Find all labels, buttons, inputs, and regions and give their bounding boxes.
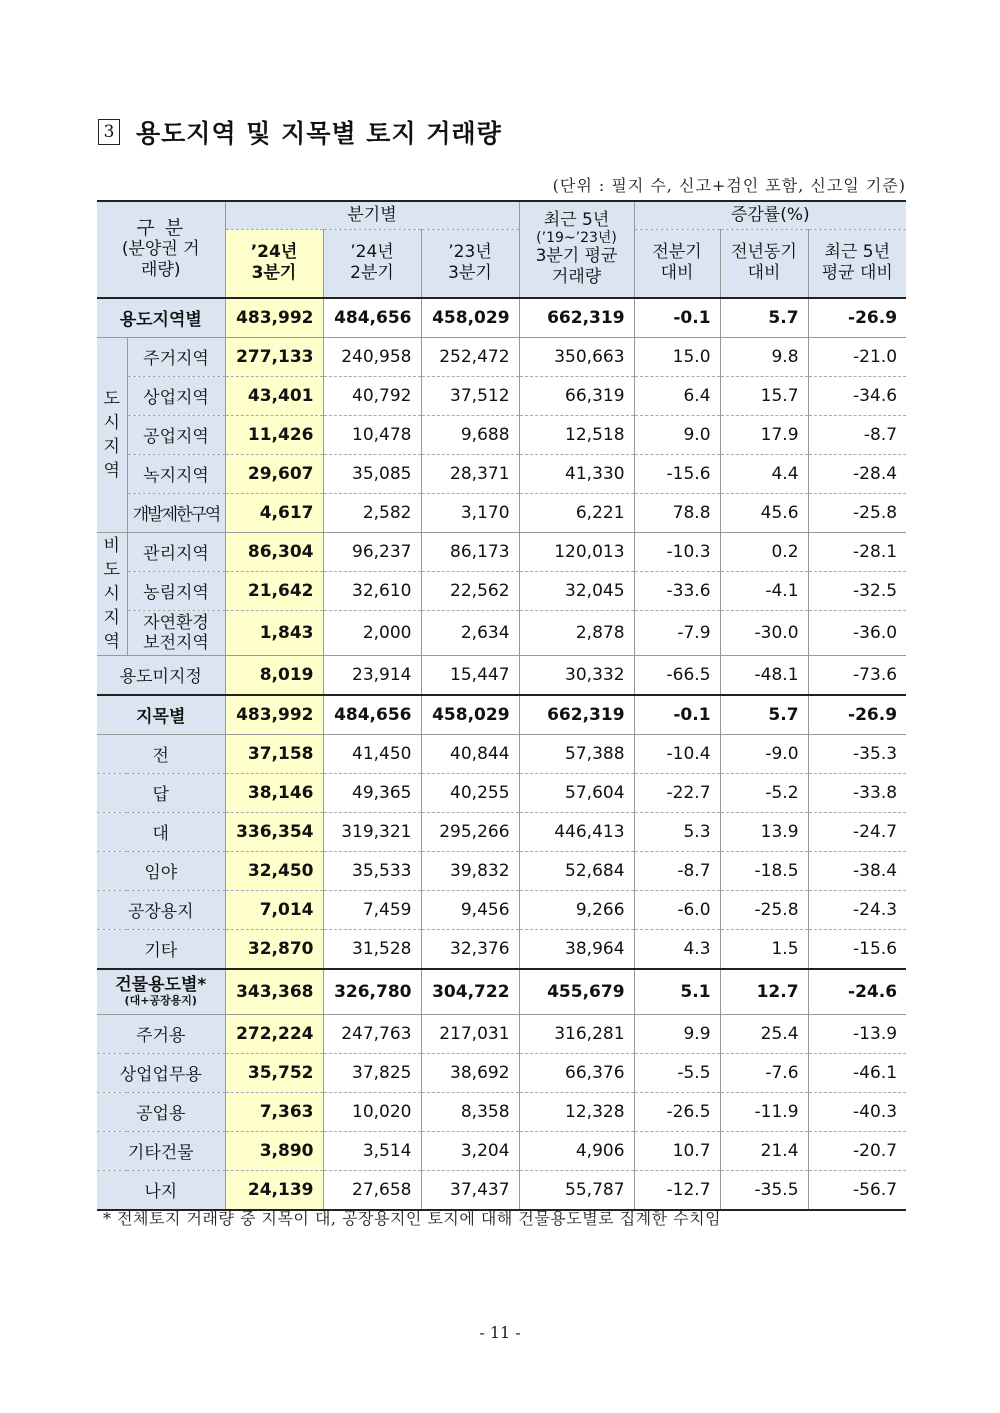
value-5yr-avg: 662,319 xyxy=(519,298,634,338)
row-label: 용도지역별 xyxy=(97,298,225,338)
rate-vs-5yr-avg: -35.3 xyxy=(808,734,906,773)
rate-vs-prev-year: -4.1 xyxy=(720,571,808,610)
table-row xyxy=(97,1014,906,1053)
rate-vs-prev-year: 1.5 xyxy=(720,929,808,969)
rate-vs-prev-quarter: 78.8 xyxy=(634,493,720,532)
table-row xyxy=(97,298,906,338)
rate-vs-prev-quarter: -33.6 xyxy=(634,571,720,610)
value-24q3: 43,401 xyxy=(225,376,323,415)
value-5yr-avg: 52,684 xyxy=(519,851,634,890)
rate-vs-prev-year: 4.4 xyxy=(720,454,808,493)
table-row xyxy=(97,890,906,929)
table-row xyxy=(97,454,906,493)
value-5yr-avg: 66,376 xyxy=(519,1053,634,1092)
value-24q3: 32,870 xyxy=(225,929,323,969)
value-24q3: 7,363 xyxy=(225,1092,323,1131)
value-23q3: 9,688 xyxy=(421,415,519,454)
row-label: 농림지역 xyxy=(127,571,225,610)
table-row xyxy=(97,610,906,655)
header-5yr-avg: 최근 5년 (’19~’23년) 3분기 평균 거래량 xyxy=(519,201,634,298)
rate-vs-5yr-avg: -28.1 xyxy=(808,532,906,571)
rate-vs-5yr-avg: -24.7 xyxy=(808,812,906,851)
rate-vs-prev-year: -7.6 xyxy=(720,1053,808,1092)
value-23q3: 32,376 xyxy=(421,929,519,969)
value-5yr-avg: 38,964 xyxy=(519,929,634,969)
rate-vs-5yr-avg: -32.5 xyxy=(808,571,906,610)
rate-vs-prev-year: 13.9 xyxy=(720,812,808,851)
value-5yr-avg: 446,413 xyxy=(519,812,634,851)
header-23q3: ’23년 3분기 xyxy=(421,230,519,298)
rate-vs-5yr-avg: -8.7 xyxy=(808,415,906,454)
rate-vs-prev-quarter: 4.3 xyxy=(634,929,720,969)
value-5yr-avg: 662,319 xyxy=(519,695,634,735)
rate-vs-prev-year: 17.9 xyxy=(720,415,808,454)
value-24q3: 277,133 xyxy=(225,337,323,376)
value-24q2: 23,914 xyxy=(323,655,421,695)
value-24q2: 247,763 xyxy=(323,1014,421,1053)
rate-vs-prev-quarter: -8.7 xyxy=(634,851,720,890)
value-23q3: 458,029 xyxy=(421,298,519,338)
value-23q3: 458,029 xyxy=(421,695,519,735)
rate-vs-prev-quarter: -10.3 xyxy=(634,532,720,571)
value-5yr-avg: 455,679 xyxy=(519,969,634,1015)
value-24q2: 7,459 xyxy=(323,890,421,929)
rate-vs-prev-year: 21.4 xyxy=(720,1131,808,1170)
value-23q3: 3,170 xyxy=(421,493,519,532)
value-23q3: 3,204 xyxy=(421,1131,519,1170)
value-23q3: 15,447 xyxy=(421,655,519,695)
rate-vs-prev-quarter: -12.7 xyxy=(634,1170,720,1210)
rate-vs-5yr-avg: -15.6 xyxy=(808,929,906,969)
value-24q2: 326,780 xyxy=(323,969,421,1015)
value-24q2: 27,658 xyxy=(323,1170,421,1210)
rate-vs-prev-quarter: -0.1 xyxy=(634,695,720,735)
value-23q3: 22,562 xyxy=(421,571,519,610)
value-24q3: 8,019 xyxy=(225,655,323,695)
row-label: 공업지역 xyxy=(127,415,225,454)
table-row xyxy=(97,655,906,695)
value-5yr-avg: 41,330 xyxy=(519,454,634,493)
row-label: 개발제한구역 xyxy=(127,493,225,532)
row-label: 기타건물 xyxy=(97,1131,225,1170)
rate-vs-5yr-avg: -21.0 xyxy=(808,337,906,376)
row-label: 공업용 xyxy=(97,1092,225,1131)
value-24q2: 10,020 xyxy=(323,1092,421,1131)
rate-vs-prev-quarter: 5.1 xyxy=(634,969,720,1015)
value-24q3: 32,450 xyxy=(225,851,323,890)
rate-vs-5yr-avg: -25.8 xyxy=(808,493,906,532)
rate-vs-prev-year: -35.5 xyxy=(720,1170,808,1210)
rate-vs-5yr-avg: -33.8 xyxy=(808,773,906,812)
rate-vs-prev-year: 5.7 xyxy=(720,298,808,338)
value-5yr-avg: 12,328 xyxy=(519,1092,634,1131)
table-row xyxy=(97,376,906,415)
value-24q3: 21,642 xyxy=(225,571,323,610)
rate-vs-5yr-avg: -46.1 xyxy=(808,1053,906,1092)
header-vs-prev-quarter: 전분기 대비 xyxy=(634,230,720,298)
value-23q3: 2,634 xyxy=(421,610,519,655)
value-5yr-avg: 66,319 xyxy=(519,376,634,415)
table-row xyxy=(97,571,906,610)
rate-vs-prev-quarter: 9.0 xyxy=(634,415,720,454)
rate-vs-prev-year: 12.7 xyxy=(720,969,808,1015)
value-23q3: 86,173 xyxy=(421,532,519,571)
rate-vs-prev-year: -30.0 xyxy=(720,610,808,655)
rate-vs-5yr-avg: -40.3 xyxy=(808,1092,906,1131)
table-row xyxy=(97,1092,906,1131)
value-5yr-avg: 12,518 xyxy=(519,415,634,454)
rate-vs-prev-quarter: 10.7 xyxy=(634,1131,720,1170)
row-label: 주거지역 xyxy=(127,337,225,376)
row-label: 대 xyxy=(97,812,225,851)
value-24q2: 319,321 xyxy=(323,812,421,851)
value-24q3: 35,752 xyxy=(225,1053,323,1092)
rate-vs-5yr-avg: -36.0 xyxy=(808,610,906,655)
rate-vs-prev-year: 45.6 xyxy=(720,493,808,532)
table-row xyxy=(97,1131,906,1170)
land-transaction-table xyxy=(97,200,906,1211)
rate-vs-prev-year: -11.9 xyxy=(720,1092,808,1131)
value-24q2: 31,528 xyxy=(323,929,421,969)
rate-vs-5yr-avg: -13.9 xyxy=(808,1014,906,1053)
row-label: 상업지역 xyxy=(127,376,225,415)
header-vs-5yr-avg: 최근 5년 평균 대비 xyxy=(808,230,906,298)
rate-vs-5yr-avg: -38.4 xyxy=(808,851,906,890)
value-23q3: 295,266 xyxy=(421,812,519,851)
table-row xyxy=(97,969,906,1015)
table-row xyxy=(97,337,906,376)
value-24q3: 483,992 xyxy=(225,695,323,735)
rate-vs-prev-year: 9.8 xyxy=(720,337,808,376)
rate-vs-prev-quarter: -15.6 xyxy=(634,454,720,493)
section-number-box: 3 xyxy=(98,119,120,145)
table-row xyxy=(97,532,906,571)
value-24q2: 10,478 xyxy=(323,415,421,454)
row-label: 공장용지 xyxy=(97,890,225,929)
table-row xyxy=(97,851,906,890)
value-24q2: 41,450 xyxy=(323,734,421,773)
value-24q2: 96,237 xyxy=(323,532,421,571)
value-5yr-avg: 57,388 xyxy=(519,734,634,773)
value-5yr-avg: 57,604 xyxy=(519,773,634,812)
rate-vs-prev-quarter: 9.9 xyxy=(634,1014,720,1053)
rate-vs-5yr-avg: -20.7 xyxy=(808,1131,906,1170)
row-label: 나지 xyxy=(97,1170,225,1210)
value-23q3: 38,692 xyxy=(421,1053,519,1092)
rate-vs-prev-year: -5.2 xyxy=(720,773,808,812)
rate-vs-prev-year: 5.7 xyxy=(720,695,808,735)
value-24q3: 37,158 xyxy=(225,734,323,773)
row-label: 답 xyxy=(97,773,225,812)
header-quarterly: 분기별 xyxy=(225,201,519,230)
rate-vs-5yr-avg: -28.4 xyxy=(808,454,906,493)
value-23q3: 8,358 xyxy=(421,1092,519,1131)
value-23q3: 217,031 xyxy=(421,1014,519,1053)
rate-vs-prev-quarter: -5.5 xyxy=(634,1053,720,1092)
table-row xyxy=(97,493,906,532)
value-24q3: 4,617 xyxy=(225,493,323,532)
rate-vs-prev-quarter: -7.9 xyxy=(634,610,720,655)
value-24q3: 11,426 xyxy=(225,415,323,454)
value-23q3: 40,255 xyxy=(421,773,519,812)
value-5yr-avg: 120,013 xyxy=(519,532,634,571)
value-24q3: 29,607 xyxy=(225,454,323,493)
value-24q3: 272,224 xyxy=(225,1014,323,1053)
rate-vs-prev-year: -9.0 xyxy=(720,734,808,773)
value-5yr-avg: 32,045 xyxy=(519,571,634,610)
rate-vs-prev-quarter: -10.4 xyxy=(634,734,720,773)
rate-vs-prev-year: 0.2 xyxy=(720,532,808,571)
header-category: 구 분 (분양권 거래량) xyxy=(97,201,225,298)
value-23q3: 40,844 xyxy=(421,734,519,773)
value-5yr-avg: 9,266 xyxy=(519,890,634,929)
rate-vs-prev-year: 15.7 xyxy=(720,376,808,415)
value-24q3: 1,843 xyxy=(225,610,323,655)
row-label: 주거용 xyxy=(97,1014,225,1053)
row-label: 임야 xyxy=(97,851,225,890)
section-title xyxy=(98,114,502,150)
value-24q3: 86,304 xyxy=(225,532,323,571)
row-label: 전 xyxy=(97,734,225,773)
rate-vs-5yr-avg: -73.6 xyxy=(808,655,906,695)
row-label: 녹지지역 xyxy=(127,454,225,493)
row-label: 용도미지정 xyxy=(97,655,225,695)
value-23q3: 28,371 xyxy=(421,454,519,493)
value-23q3: 37,437 xyxy=(421,1170,519,1210)
value-24q3: 38,146 xyxy=(225,773,323,812)
footnote: * 전체토지 거래량 중 지목이 대, 공장용지인 토지에 대해 건물용도별로 집계한 수치임 xyxy=(103,1209,722,1228)
rate-vs-5yr-avg: -24.3 xyxy=(808,890,906,929)
rate-vs-prev-quarter: -6.0 xyxy=(634,890,720,929)
page-number: - 11 - xyxy=(479,1323,521,1342)
rate-vs-5yr-avg: -34.6 xyxy=(808,376,906,415)
value-24q2: 2,582 xyxy=(323,493,421,532)
rate-vs-prev-year: -18.5 xyxy=(720,851,808,890)
rate-vs-prev-quarter: -0.1 xyxy=(634,298,720,338)
table-row xyxy=(97,415,906,454)
rate-vs-prev-year: -48.1 xyxy=(720,655,808,695)
value-23q3: 304,722 xyxy=(421,969,519,1015)
row-label: 건물용도별* (대+공장용지) xyxy=(97,969,225,1015)
table-row xyxy=(97,773,906,812)
table-row xyxy=(97,1053,906,1092)
value-24q2: 35,533 xyxy=(323,851,421,890)
table-row xyxy=(97,695,906,735)
header-vs-prev-year: 전년동기 대비 xyxy=(720,230,808,298)
value-5yr-avg: 6,221 xyxy=(519,493,634,532)
table-row xyxy=(97,929,906,969)
table-row xyxy=(97,734,906,773)
rate-vs-prev-year: -25.8 xyxy=(720,890,808,929)
row-label: 관리지역 xyxy=(127,532,225,571)
header-24q2: ’24년 2분기 xyxy=(323,230,421,298)
table-row xyxy=(97,812,906,851)
value-24q2: 3,514 xyxy=(323,1131,421,1170)
value-23q3: 39,832 xyxy=(421,851,519,890)
value-24q2: 240,958 xyxy=(323,337,421,376)
rate-vs-prev-quarter: 15.0 xyxy=(634,337,720,376)
value-23q3: 252,472 xyxy=(421,337,519,376)
group-nonurban: 비도시지역 xyxy=(97,532,127,655)
value-24q2: 484,656 xyxy=(323,695,421,735)
value-5yr-avg: 316,281 xyxy=(519,1014,634,1053)
value-24q3: 7,014 xyxy=(225,890,323,929)
value-24q3: 24,139 xyxy=(225,1170,323,1210)
row-label: 자연환경 보전지역 xyxy=(127,610,225,655)
value-5yr-avg: 30,332 xyxy=(519,655,634,695)
value-24q3: 343,368 xyxy=(225,969,323,1015)
rate-vs-prev-quarter: 5.3 xyxy=(634,812,720,851)
section-title-text: 용도지역 및 지목별 토지 거래량 xyxy=(136,119,502,148)
value-24q2: 37,825 xyxy=(323,1053,421,1092)
rate-vs-prev-quarter: -66.5 xyxy=(634,655,720,695)
rate-vs-prev-quarter: 6.4 xyxy=(634,376,720,415)
rate-vs-prev-quarter: -22.7 xyxy=(634,773,720,812)
rate-vs-5yr-avg: -26.9 xyxy=(808,695,906,735)
value-23q3: 9,456 xyxy=(421,890,519,929)
rate-vs-prev-year: 25.4 xyxy=(720,1014,808,1053)
row-label: 상업업무용 xyxy=(97,1053,225,1092)
header-24q3: ’24년 3분기 xyxy=(225,230,323,298)
value-5yr-avg: 55,787 xyxy=(519,1170,634,1210)
rate-vs-5yr-avg: -56.7 xyxy=(808,1170,906,1210)
header-change-rate: 증감률(%) xyxy=(634,201,906,230)
group-urban: 도시지역 xyxy=(97,337,127,532)
row-label: 기타 xyxy=(97,929,225,969)
value-24q3: 336,354 xyxy=(225,812,323,851)
value-5yr-avg: 350,663 xyxy=(519,337,634,376)
value-24q3: 483,992 xyxy=(225,298,323,338)
value-24q2: 2,000 xyxy=(323,610,421,655)
unit-note: (단위 : 필지 수, 신고+검인 포함, 신고일 기준) xyxy=(552,176,906,195)
value-24q2: 49,365 xyxy=(323,773,421,812)
value-24q2: 35,085 xyxy=(323,454,421,493)
value-23q3: 37,512 xyxy=(421,376,519,415)
rate-vs-prev-quarter: -26.5 xyxy=(634,1092,720,1131)
value-24q2: 32,610 xyxy=(323,571,421,610)
rate-vs-5yr-avg: -24.6 xyxy=(808,969,906,1015)
table-row xyxy=(97,1170,906,1210)
value-24q2: 40,792 xyxy=(323,376,421,415)
value-5yr-avg: 4,906 xyxy=(519,1131,634,1170)
value-5yr-avg: 2,878 xyxy=(519,610,634,655)
value-24q3: 3,890 xyxy=(225,1131,323,1170)
value-24q2: 484,656 xyxy=(323,298,421,338)
rate-vs-5yr-avg: -26.9 xyxy=(808,298,906,338)
row-label: 지목별 xyxy=(97,695,225,735)
